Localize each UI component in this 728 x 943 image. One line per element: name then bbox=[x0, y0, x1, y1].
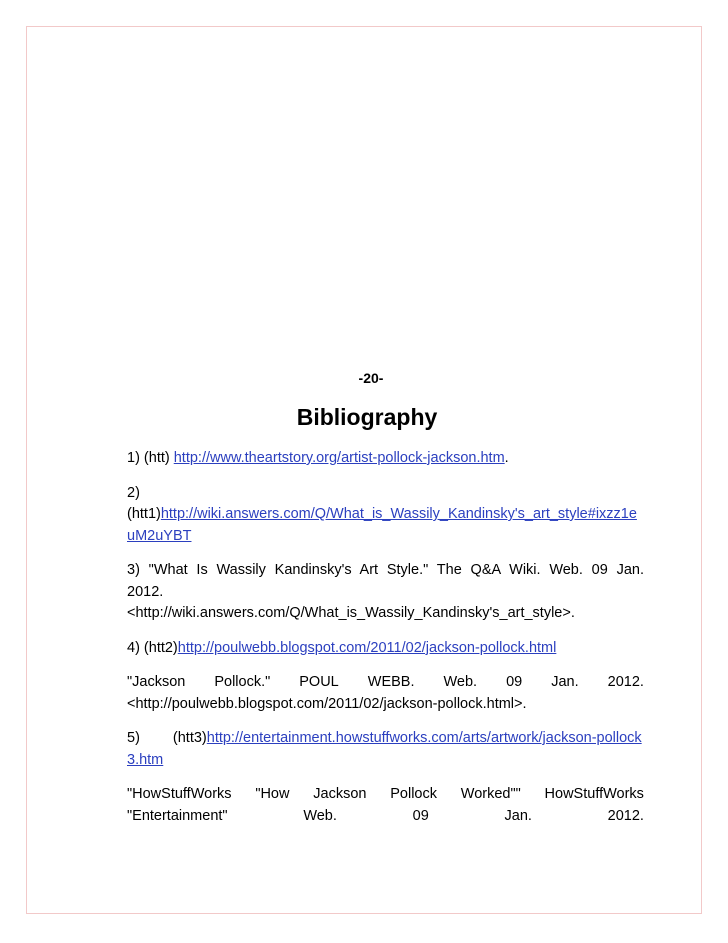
entry-citation-line-1 bbox=[127, 784, 644, 806]
word: Web. bbox=[303, 807, 337, 824]
entry-text bbox=[127, 728, 644, 771]
bibliography-entry-3 bbox=[127, 560, 644, 625]
word: HowStuffWorks bbox=[544, 786, 644, 802]
bibliography-entry-7 bbox=[127, 784, 644, 827]
theartstory-link[interactable]: http://www.theartstory.org/artist-pollock-jackson.htm bbox=[173, 450, 505, 466]
entry-prefix: (htt1) bbox=[127, 506, 161, 522]
entry-citation-line-2: <http://poulwebb.blogspot.com/2011/02/jackson-pollock.html>. bbox=[127, 695, 527, 712]
entry-suffix: . bbox=[504, 450, 509, 466]
entry-prefix: 1) (htt) bbox=[127, 450, 174, 466]
word: Web. bbox=[443, 674, 478, 690]
word: 2012. bbox=[607, 807, 644, 824]
bibliography-entry-1 bbox=[127, 448, 644, 470]
wiki-answers-link[interactable]: http://wiki.answers.com/Q/What_is_Wassily_Kandinsky's_art_style#ixzz1euM2uYBT bbox=[127, 506, 637, 544]
word: Pollock." bbox=[214, 674, 271, 690]
entry-citation-line-1: 3) "What Is Wassily Kandinsky's Art Style." The Q&A Wiki. Web. 09 Jan. bbox=[127, 562, 644, 578]
word: Jackson bbox=[313, 786, 367, 802]
word: Worked"" bbox=[460, 786, 521, 802]
bibliography-entry-2 bbox=[127, 483, 644, 548]
bibliography-entry-6 bbox=[127, 728, 644, 771]
word: "Jackson bbox=[127, 674, 186, 690]
word: 09 bbox=[412, 807, 429, 824]
word: 09 bbox=[506, 674, 523, 690]
howstuffworks-link[interactable]: http://entertainment.howstuffworks.com/arts/artwork/jackson-pollock3.htm bbox=[127, 730, 642, 768]
poulwebb-link[interactable]: http://poulwebb.blogspot.com/2011/02/jackson-pollock.html bbox=[177, 639, 557, 656]
page-title: Bibliography bbox=[296, 404, 438, 430]
bibliography-list bbox=[127, 448, 644, 840]
page-number: -20- bbox=[358, 370, 384, 386]
entry-prefix: 4) (htt2) bbox=[127, 639, 178, 656]
bibliography-entry-5 bbox=[127, 672, 644, 715]
word: "How bbox=[255, 786, 290, 802]
entry-number: 5) bbox=[127, 730, 140, 746]
bibliography-entry-4 bbox=[127, 638, 644, 660]
word: "Entertainment" bbox=[127, 807, 228, 824]
entry-citation-line-2 bbox=[127, 806, 644, 828]
word: Jan. bbox=[551, 674, 579, 690]
word: Pollock bbox=[390, 786, 437, 802]
word: 2012. bbox=[607, 674, 644, 690]
entry-citation-line-1 bbox=[127, 672, 644, 694]
word: Jan. bbox=[504, 807, 532, 824]
entry-number: 2) bbox=[127, 484, 140, 501]
entry-prefix: (htt3) bbox=[172, 730, 207, 746]
word: WEBB. bbox=[367, 674, 415, 690]
word: "HowStuffWorks bbox=[127, 786, 232, 802]
word: POUL bbox=[299, 674, 339, 690]
entry-citation-line-3: <http://wiki.answers.com/Q/What_is_Wassily_Kandinsky's_art_style>. bbox=[127, 605, 575, 621]
entry-citation-line-2: 2012. bbox=[127, 583, 164, 600]
